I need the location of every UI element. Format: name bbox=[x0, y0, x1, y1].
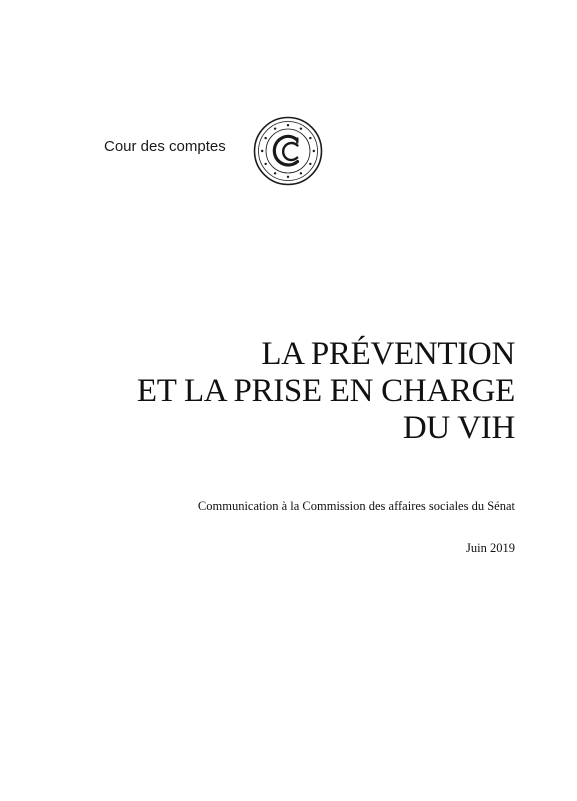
organization-name: Cour des comptes bbox=[104, 138, 226, 155]
seal-dot bbox=[300, 127, 302, 129]
seal-dot bbox=[274, 127, 276, 129]
document-date: Juin 2019 bbox=[466, 541, 515, 555]
seal-dot bbox=[261, 150, 263, 152]
seal-dot bbox=[287, 176, 289, 178]
cour-des-comptes-seal-icon bbox=[253, 116, 323, 186]
seal-dot bbox=[264, 163, 266, 165]
seal-dot bbox=[309, 137, 311, 139]
title-line-3: DU VIH bbox=[402, 410, 515, 446]
seal-dot bbox=[274, 172, 276, 174]
seal-dot bbox=[300, 172, 302, 174]
title-line-1: LA PRÉVENTION bbox=[261, 336, 515, 372]
document-subtitle: Communication à la Commission des affaires sociales du Sénat bbox=[197, 499, 515, 513]
seal-dot bbox=[309, 163, 311, 165]
seal-dot bbox=[264, 137, 266, 139]
seal-dot bbox=[313, 150, 315, 152]
document-title bbox=[137, 336, 515, 447]
title-line-2: ET LA PRISE EN CHARGE bbox=[136, 373, 515, 409]
seal-dot bbox=[287, 124, 289, 126]
